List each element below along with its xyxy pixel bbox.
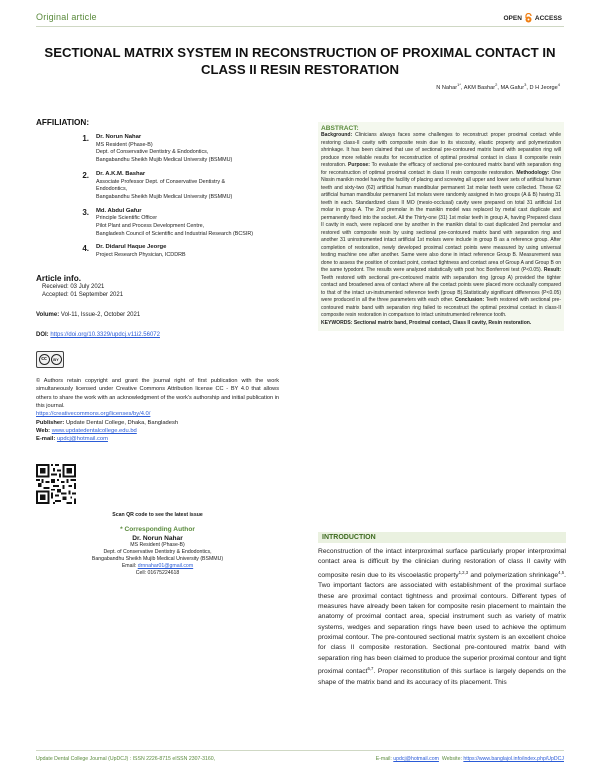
author: AKM Bashar [463,84,496,91]
corresponding-email-link[interactable]: drnnahar01@gmail.com [137,562,194,569]
author-list: N Nahar$^{1*}$, AKM Bashar$^2$, MA Gafur$^3$, D H Jeorge$^4$ [436,82,560,91]
article-info [36,274,279,300]
footer-journal: Update Dental College Journal (UpDCJ) : ISSN 2226-8715 eISSN 2307-3160, [36,756,216,762]
abstract-text: Background: Clinicians always faces some challenges to reconstruct proper proximal contact while restoring class-II cavity with composite resin due to its viscosity, elastic property and polymerization shrinkage. It has been claimed that use of sectional pre-contoured matrix band with separation ring will produce more reliable results for reconstruction of optimal proximal contact in class II composite resin restoration. Purpose: To evaluate the efficacy of sectional pre-contoured matrix band with separation ring for reconstruction of optimal proximal contact in class II resin composite restoration. Methodology: One Nissin manikin model having the facility of placing and screwing all upper and lower sets of artificial human teeth and sixty-two (62) artificial human mandibular permanent 1st molar teeth were collected. These 62 artificial human mandibular permanent 1st molars were randomly assigned in two groups (A & B) having 31 teeth in each. Standardized class II MO (mesio-occlusal) cavity were prepared on total 31 artificial 1st molar in group A. The 2nd premolar in the manikin model was replaced by metal cast duplicate and permanently fixed into the socket. All the Thirty-one (31) 1st molar teeth in group A, having Prepared class II cavity in each, were replaced one by another in the manikin distal to cast duplicated 2nd premolar and restored with composite resin by using sectional pre-contoured matrix band with separation ring and another 31 uninstrumented intact artificial 1st molars were include in group B as a reference group. After completion of restoration, newly developed proximal contact points were measured by using universal testing machine one after another. Same were also done in intact reference Group B. Measurement was done to assess the position of contact point, contact tightness and contact area of Group A and Group B on the same typodont. The results were analyzed statistically with post hoc Bonferroni test (P<0.05). Result: Teeth restored with sectional pre-contoured matrix with separation ring (group A) provided the tighter contact and broadened area of contact where all the contact points were placed more occlusally compared to that of the intact un-instrumented reference teeth (group B).Statistically significant differences (P<0.05) were produced in all the three parameters with each other. Conclusion: Teeth restored with sectional pre-contoured matrix band with separation ring failed to reconstruct the optimal proximal contact in class-II composite resin restoration in comparison to intact uninstrumented reference tooth. [321,132,562,319]
volume-info: Volume: Vol-11, Issue-2, October 2021 [36,311,141,318]
bottom-divider [36,750,564,751]
page-footer: Update Dental College Journal (UpDCJ) : ISSN 2226-8715 eISSN 2307-3160, E-mail: updcj@hotmail.com Website: https://www.banglajol.info/index.php/UpDCJ [36,756,564,762]
web-link[interactable]: www.updatedentalcollege.edu.bd [51,428,137,435]
footer-email-link[interactable]: updcj@hotmail.com [393,756,439,762]
affiliation-item: 3. Md. Abdul Gafur Principle Scientific Officer Pilot Plant and Process Development Centre, Bangladesh Council of Scientific and Industrial Research (BCSIR) [82,207,254,237]
affiliation-heading: AFFILIATION: [36,118,90,127]
affiliation-item: 1. Dr. Norun Nahar MS Resident (Phase-B) Dept. of Conservative Dentistry & Endodontics, Bangabandhu Sheikh Mujib Medical University (BSMMU) [82,134,233,164]
qr-code-icon[interactable] [36,464,76,504]
affiliation-list [36,134,279,260]
introduction-section [318,532,566,688]
email-link[interactable]: updcj@hotmail.com [56,436,108,443]
corresponding-author: * Corresponding Author Dr. Norun Nahar MS Resident (Phase-B) Dept. of Conservative Dentistry & Endodontics, Bangabandhu Sheikh Mujib Medical University (BSMMU) Email: drnnahar01@gmail.com Cell: 01675224618 [91,525,224,576]
keywords: KEYWORDS: Sectional matrix band, Proximal contact, Class II cavity, Resin restoration. [321,319,532,326]
publisher-info: https://creativecommons.org/licenses/by/4.0/ Publisher: Update Dental College, Dhaka, Bangladesh Web: www.updatedentalcollege.edu.bd E-mail: updcj@hotmail.com [36,410,279,443]
introduction-heading: INTRODUCTION [318,532,566,543]
left-column [36,118,279,577]
article-type: Original article [36,12,97,22]
license-text: © Authors retain copyright and grant the journal right of first publication with the work simultaneously licensed under Creative Commons Attribution license CC - BY 4.0 that allows others to share the work with an acknowledgment of the work's authorship and initial publication in this journal. [36,377,279,410]
doi-link[interactable]: https://doi.org/10.3329/updcj.v11i2.56072 [50,331,160,338]
received-date: Received: 03 July 2021 [42,283,105,290]
author: MA Gafur [500,84,525,91]
article-info-heading: Article info. [36,273,82,283]
open-access-badge [503,13,562,23]
qr-caption: Scan QR code to see the latest issue [112,511,203,518]
open-access-lock-icon [524,13,533,23]
footer-website-link[interactable]: https://www.banglajol.info/index.php/UpDCJ [463,756,564,762]
cc-license-icon: cc BY [36,351,64,368]
author: N Nahar [436,84,458,91]
abstract-heading: ABSTRACT: [321,125,359,132]
top-divider [36,26,564,27]
article-title: SECTIONAL MATRIX SYSTEM IN RECONSTRUCTION OF PROXIMAL CONTACT IN CLASS II RESIN RESTORATION [44,45,556,77]
doi-info: DOI: https://doi.org/10.3329/updcj.v11i2.56072 [36,331,160,338]
oa-open-text: OPEN [503,14,522,22]
abstract-box [318,122,564,331]
accepted-date: Accepted: 01 September 2021 [42,292,124,299]
author: D H Jeorge [529,84,558,91]
affiliation-item: 4. Dr. Didarul Haque Jeorge Project Research Physician, ICDDRB [82,244,186,259]
oa-access-text: ACCESS [534,14,562,22]
license-link[interactable]: https://creativecommons.org/licenses/by/4.0/ [36,411,151,418]
affiliation-item: 2. Dr. A.K.M. Bashar Associate Professor Dept. of Conservative Dentistry & Endodontics, Bangabandhu Sheikh Mujib Medical University (BSMMU) [82,170,233,200]
introduction-text: Reconstruction of the intact interproximal surface particularly proper interproximal contact area is difficult by the clinician during restoration of class II cavity with composite resin due to its viscoelastic property$^{1,2,3}$ and polymerization shrinkage$^{4,5}$. Two important factors are associated with establishment of the proximal surface these are proximal contact tightness and proximal contours. Different types of measures have already been taken for composite resin placement to maintain the anatomy of proximal contact area, special instrument such as variety of matrix systems, wedges and separation rings have been used to achieve the optimum proximal contour. The pre-contoured sectional matrix system is an excellent choice for class II composite restoration. Sectional pre-contoured matrix band with separation ring has been claimed to produce the superior proximal contour and tight proximal contact$^{6,7}$. Proper reconstitution of this surface is largely depends on the shape of the matrix band and its accuracy of its placement. This [318,548,566,686]
